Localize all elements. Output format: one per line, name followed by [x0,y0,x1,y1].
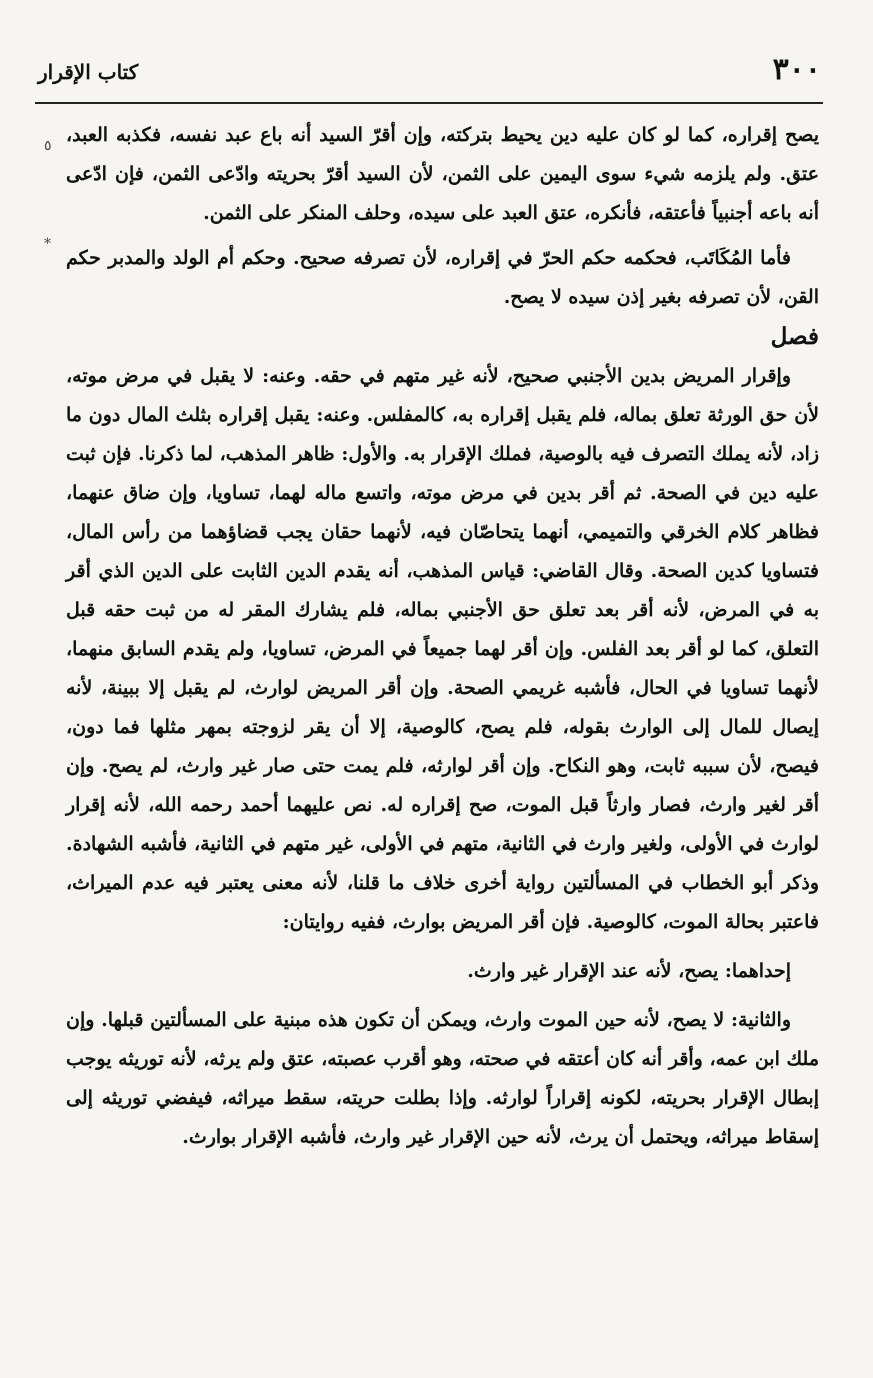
paragraph [66,952,819,991]
paragraph-lead: إحداهما: [724,960,791,982]
margin-mark: * [44,236,51,252]
paragraph: فأما المُكَاتَب، فحكمه حكم الحرّ في إقراره، لأن تصرفه صحيح. وحكم أم الولد والمدبر حكم القن، لأن تصرفه بغير إذن سيده لا يصح. [66,247,819,308]
main-text [66,116,819,1157]
paragraph [66,1001,819,1157]
paragraph-text: لا يصح، لأنه حين الموت وارث، ويمكن أن تكون هذه مبنية على المسألتين قبلها. وإن ملك ابن عمه، وأقر أنه كان أعتقه في صحته، وهو أقرب عصبته، عتق ولم يرثه، لأنه توريثه يوجب إبطال الإقرار بحريته، لكونه إقراراً لوارثه. وإذا بطلت حريته، سقط ميراثه، فيفضي توريثه إلى إسقاط ميراثه، ويحتمل أن يرث، لأنه حين الإقرار غير وارث، فأشبه الإقرار بوارث. [66,1009,819,1148]
running-header-title: كتاب الإقرار [38,60,139,84]
paragraph-text: يصح، لأنه عند الإقرار غير وارث. [467,960,725,982]
margin-mark: ٥ [44,138,52,154]
paragraph: يصح إقراره، كما لو كان عليه دين يحيط بتركته، وإن أقرّ السيد أنه باع عبد نفسه، فكذبه العبد، عتق. ولم يلزمه شيء سوى اليمين على الثمن، لأن السيد أقرّ بحريته وادّعى الثمن، فإن ادّعى أنه باعه أجنبياً فأعتقه، فأنكره، عتق العبد على سيده، وحلف المنكر على الثمن. [66,124,819,224]
header-rule [35,102,823,104]
section-heading: فصل [770,323,819,350]
paragraph: وإقرار المريض بدين الأجنبي صحيح، لأنه غير متهم في حقه. وعنه: لا يقبل في مرض موته، لأن حق الورثة تعلق بماله، فلم يقبل إقراره به، كالمفلس. وعنه: يقبل إقراره بثلث المال دون ما زاد، لأنه يملك التصرف فيه بالوصية، فملك الإقرار به. والأول: ظاهر المذهب، لما ذكرنا. فإن ثبت عليه دين في الصحة. ثم أقر بدين في مرض موته، واتسع ماله لهما، تساويا، وإن ضاق عنهما، فظاهر كلام الخرقي والتميمي، أنهما يتحاصّان فيه، لأنهما حقان يجب قضاؤهما من رأس المال، فتساويا كدين الصحة. وقال القاضي: قياس المذهب، أنه يقدم الدين الثابت على الدين الذي أقر به في المرض، لأنه أقر بعد تعلق حق الأجنبي بماله، فلم يشارك المقر له من ثبت حقه قبل التعلق، كما لو أقر بعد الفلس. وإن أقر لهما جميعاً في المرض، تساويا، ولم يقدم السابق منهما، لأنهما تساويا في الحال، فأشبه غريمي الصحة. وإن أقر المريض لوارث، لم يقبل إلا ببينة، لأنه إيصال للمال إلى الوارث بقوله، فلم يصح، كالوصية، إلا أن يقر لزوجته بمهر مثلها فما دون، فيصح، لأن سببه ثابت، وهو النكاح. وإن أقر لوارثه، فلم يمت حتى صار غير وارث، لم يصح. وإن أقر لغير وارث، فصار وارثاً قبل الموت، صح إقراره له. نص عليهما أحمد رحمه الله، لأنه إقرار لوارث في الأولى، ولغير وارث في الثانية، متهم في الأولى، غير متهم في الثانية، فأشبه الشهادة. وذكر أبو الخطاب في المسألتين رواية أخرى خلاف ما قلنا، لأنه معنى يعتبر فيه عدم الميراث، فاعتبر بحالة الموت، كالوصية. فإن أقر المريض بوارث، ففيه روايتان: [66,365,819,933]
page-number: ٣٠٠ [772,52,821,87]
paragraph-lead: والثانية: [731,1009,792,1031]
